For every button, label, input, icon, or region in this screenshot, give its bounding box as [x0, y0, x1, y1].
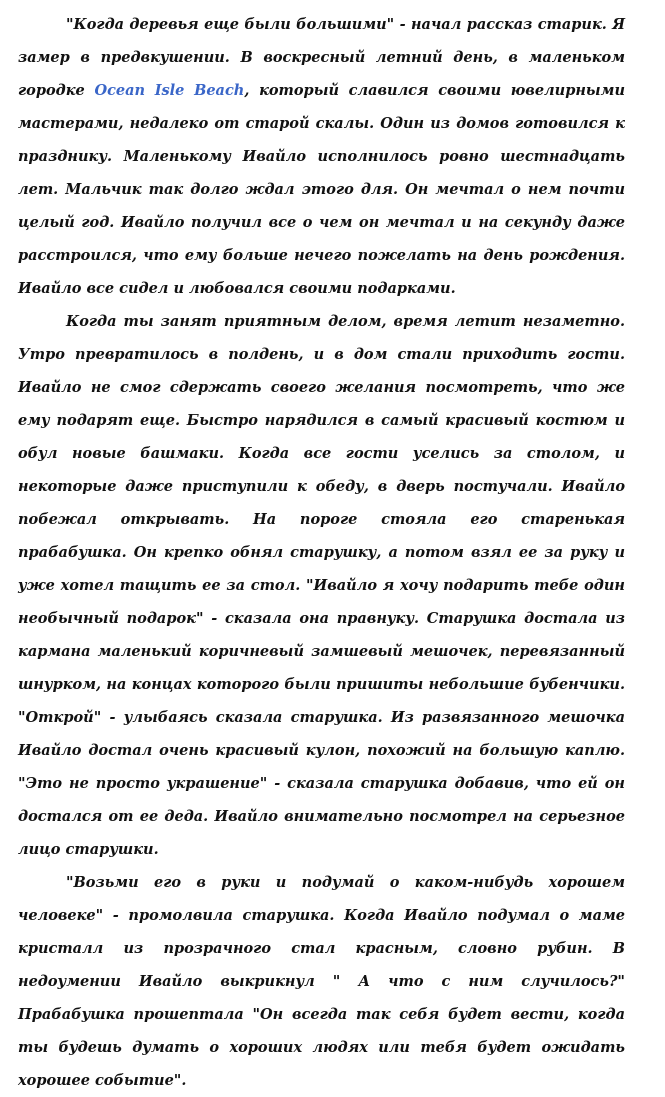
paragraph-1-text-start: "Когда деревья еще были большими" - начал рассказ старик. Я замер в предвкушении. В воскресный летний день, в маленьком городке	[18, 16, 625, 99]
place-link[interactable]: Ocean Isle Beach	[94, 82, 245, 99]
paragraph-2: Когда ты занят приятным делом, время летит незаметно. Утро превратилось в полдень, и в дом стали приходить гости. Ивайло не смог сдержать своего желания посмотреть, что же ему подарят еще. Быстро нарядился в самый красивый костюм и обул новые башмаки. Когда все гости уселись за столом, и некоторые даже приступили к обеду, в дверь постучали. Ивайло побежал открывать. На пороге стояла его старенькая прабабушка. Он крепко обнял старушку, а потом взял ее за руку и уже хотел тащить ее за стол. "Ивайло я хочу подарить тебе один необычный подарок" - сказала она правнуку. Старушка достала из кармана маленький коричневый замшевый мешочек, перевязанный шнурком, на концах которого были пришиты небольшие бубенчики. "Открой" - улыбаясь сказала старушка. Из развязанного мешочка Ивайло достал очень красивый кулон, похожий на большую каплю. "Это не просто украшение" - сказала старушка добавив, что ей он достался от ее деда. Ивайло внимательно посмотрел на серьезное лицо старушки.	[18, 313, 625, 858]
document-body	[18, 8, 625, 1097]
paragraph-1	[18, 8, 625, 305]
paragraph-3: "Возьми его в руки и подумай о каком-нибудь хорошем человеке" - промолвила старушка. Когда Ивайло подумал о маме кристалл из прозрачного стал красным, словно рубин. В недоумении Ивайло выкрикнул " А что с ним случилось?" Прабабушка прошептала "Он всегда так себя будет вести, когда ты будешь думать о хороших людях или тебя будет ожидать хорошее событие".	[18, 874, 625, 1089]
paragraph-1-text-end: , который славился своими ювелирными мастерами, недалеко от старой скалы. Один из домов готовился к празднику. Маленькому Ивайло исполнилось ровно шестнадцать лет. Мальчик так долго ждал этого для. Он мечтал о нем почти целый год. Ивайло получил все о чем он мечтал и на секунду даже расстроился, что ему больше нечего пожелать на день рождения. Ивайло все сидел и любовался своими подарками.	[18, 82, 626, 297]
